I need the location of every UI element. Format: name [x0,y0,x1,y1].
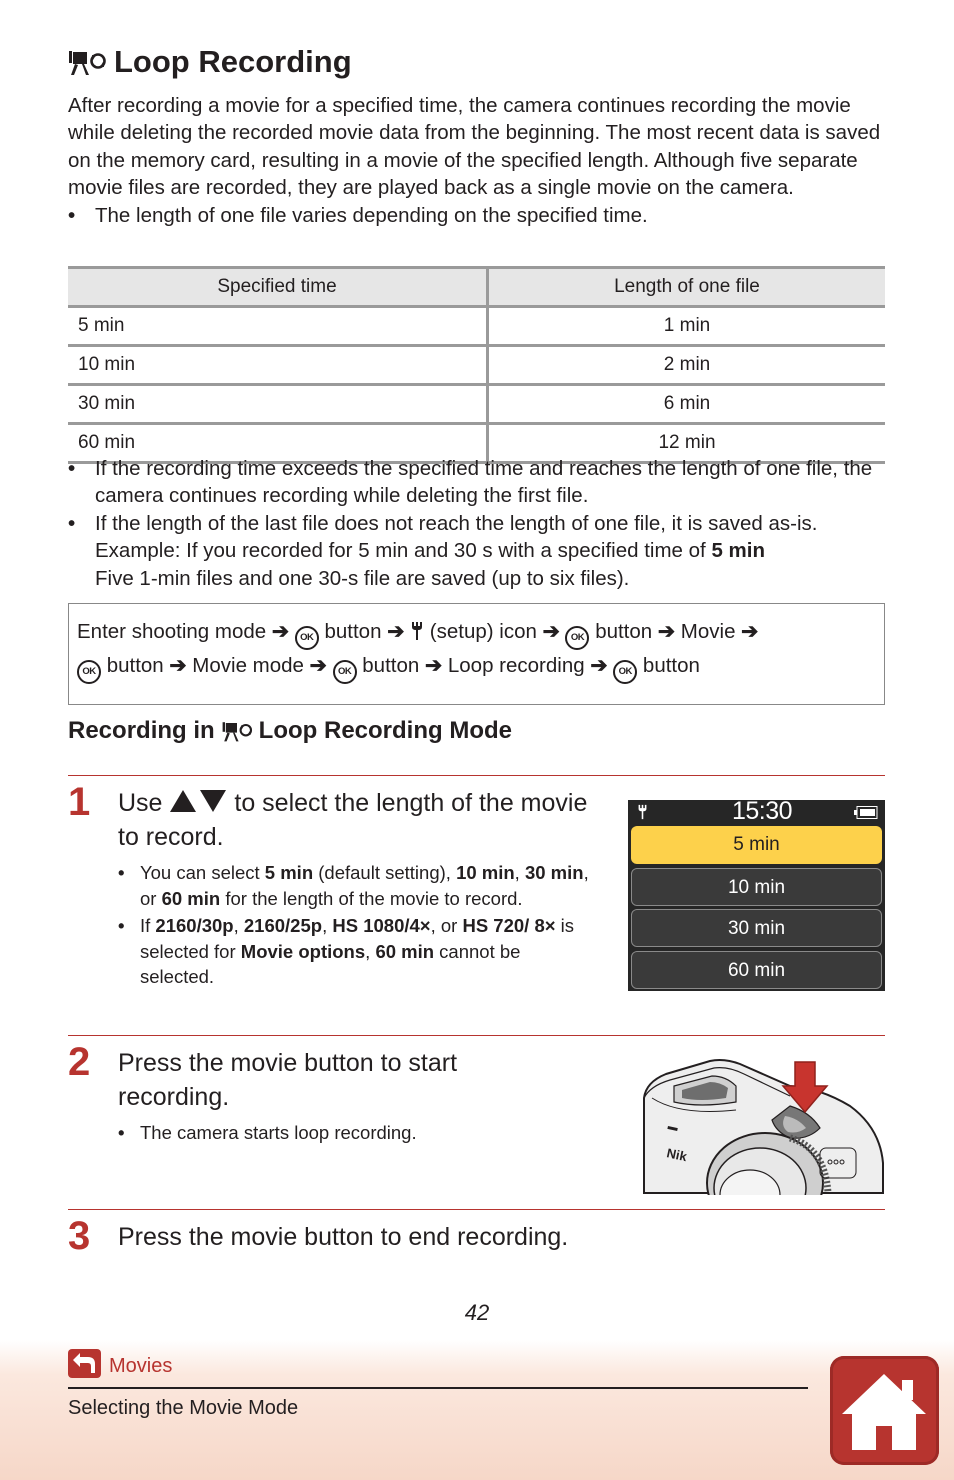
step-1-body [118,860,598,992]
note-bullet [68,510,898,592]
table-row [68,385,885,424]
wrench-icon [637,804,648,825]
step-heading-text: Use [118,789,163,817]
table-cell: 60 min [68,424,488,463]
step-heading: Press the movie button to start recording. [118,1049,458,1111]
step-heading-text: to select the length of the movie to record. [118,789,588,851]
ok-button-icon: OK [77,660,101,684]
table-cell: 1 min [488,307,886,346]
step-bullet: • You can select 5 min (default setting), 10 min, 30 min, or 60 min for the length of the movie to record. [118,860,598,911]
table-header-file-length: Length of one file [488,268,886,307]
battery-icon [854,806,878,824]
path-text: button [595,620,653,643]
intro-paragraph: After recording a movie for a specified time, the camera continues recording the movie while deleting the recorded movie data from the beginning. The most recent data is saved on the memory card, resulting in a movie of the specified length. Although five separate movie files are recorded, they are played back as a single movie on the camera. [68,94,881,200]
note-text: Five 1-min files and one 30-s file are saved (up to six files). [95,566,630,590]
table-cell: 12 min [488,424,886,463]
wrench-icon [410,620,430,643]
screen-status-bar [628,797,885,825]
table-cell: 10 min [68,346,488,385]
path-text: button [106,654,164,677]
notes-section [68,455,898,592]
up-down-arrows-icon [169,789,234,817]
arrow-right-icon: ➔ [657,620,676,643]
step-number: 1 [68,780,91,824]
arrow-right-icon: ➔ [271,620,290,643]
step-divider [68,1035,885,1036]
page-number: 42 [464,1300,490,1325]
ok-button-icon: OK [333,660,357,684]
step-bullet: • If 2160/30p, 2160/25p, HS 1080/4×, or HS 720/ 8× is selected for Movie options, 60 min cannot be selected. [118,913,598,990]
table-header-specified-time: Specified time [68,268,488,307]
table-cell: 2 min [488,346,886,385]
step-divider [68,1209,885,1210]
ok-button-icon: OK [613,660,637,684]
screen-option[interactable]: 60 min [631,951,882,989]
arrow-right-icon: ➔ [309,654,327,677]
camera-brand-text: Nik [665,1145,689,1165]
step-heading [118,786,588,854]
heading-prefix: Recording in [68,717,215,744]
path-text: button [362,654,420,677]
screen-clock: 15:30 [732,797,793,825]
camera-illustration [640,1058,885,1195]
home-icon[interactable] [830,1356,939,1465]
path-text: Enter shooting mode [77,620,267,643]
ok-button-icon: OK [565,626,589,650]
table-cell: 6 min [488,385,886,424]
step-divider [68,775,885,776]
arrow-right-icon: ➔ [741,620,759,643]
breadcrumb: Selecting the Movie Mode [68,1397,299,1419]
table-row [68,307,885,346]
menu-path-box [68,603,885,705]
loop-recording-icon [221,719,253,743]
note-text: If the length of the last file does not reach the length of one file, it is saved as-is. [95,511,818,535]
camera-screen [628,797,885,991]
path-text: Loop recording [447,654,585,677]
screen-option[interactable]: 30 min [631,909,882,947]
length-table [68,266,885,464]
section-heading [68,717,512,745]
note-bold-value: 5 min [711,539,765,563]
page-title [68,44,352,80]
path-text: (setup) icon [429,620,537,643]
step-heading: Press the movie button to end recording. [118,1223,569,1251]
path-text: Movie mode [192,654,304,677]
step-2-body [118,1120,538,1148]
note-text: Example: If you recorded for 5 min and 30 s with a specified time of [95,539,712,563]
arrow-right-icon: ➔ [387,620,405,643]
screen-option[interactable]: 10 min [631,868,882,906]
section-link[interactable] [68,1349,172,1383]
step-number: 2 [68,1040,91,1084]
ok-button-icon: OK [295,626,319,650]
arrow-right-icon: ➔ [542,620,560,643]
path-text: button [324,620,382,643]
table-cell: 30 min [68,385,488,424]
screen-option[interactable]: 5 min [631,826,882,864]
step-number: 3 [68,1214,91,1258]
path-text: button [642,654,700,677]
loop-recording-icon [68,47,106,77]
table-cell: 5 min [68,307,488,346]
step-bullet: • The camera starts loop recording. [118,1120,538,1146]
intro-bullet: • The length of one file varies depending on the specified time. [68,202,888,229]
note-bullet: • If the recording time exceeds the specified time and reaches the length of one file, the camera continues recording while deleting the first file. [68,455,898,510]
intro-section [68,92,888,229]
heading-suffix: Loop Recording Mode [258,717,512,744]
arrow-right-icon: ➔ [424,654,443,677]
back-arrow-icon[interactable] [68,1349,101,1383]
path-text: Movie [680,620,736,643]
home-button[interactable] [830,1356,939,1465]
title-text: Loop Recording [114,44,352,79]
arrow-right-icon: ➔ [169,654,187,677]
footer-divider [68,1387,808,1389]
section-link-label[interactable]: Movies [109,1354,173,1377]
arrow-right-icon: ➔ [590,654,608,677]
table-row [68,346,885,385]
